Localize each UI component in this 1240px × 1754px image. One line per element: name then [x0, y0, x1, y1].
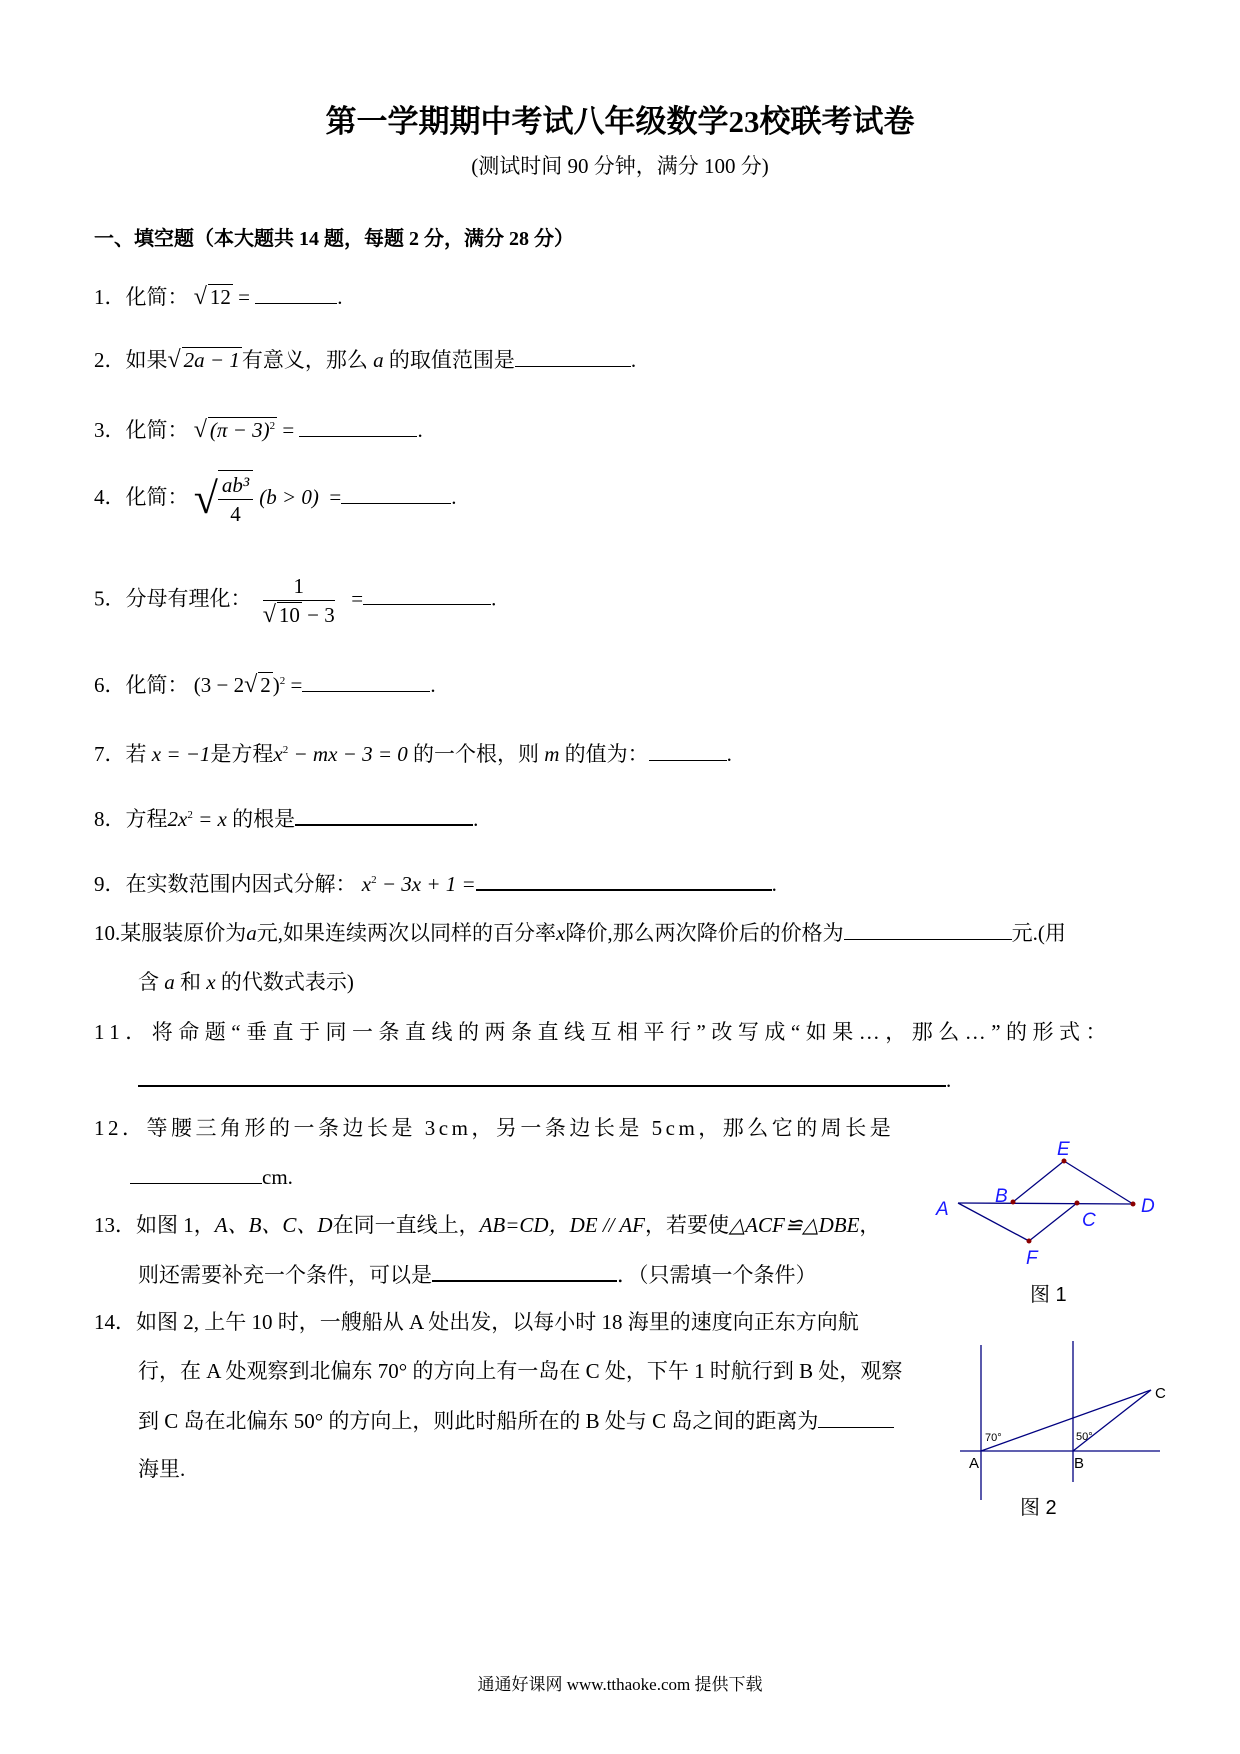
expression: )	[272, 673, 280, 697]
math: x = −1	[151, 742, 211, 766]
question-number: 5．	[94, 586, 126, 611]
angle-70-label: 70°	[985, 1432, 1002, 1444]
condition: (b > 0)	[259, 484, 319, 509]
question-number: 4．	[94, 484, 126, 509]
period: .	[491, 586, 497, 611]
equals: =	[351, 586, 364, 611]
question-number: 2．	[94, 348, 126, 372]
line-be	[1013, 1161, 1064, 1202]
question-text: 海里.	[138, 1457, 186, 1481]
question-text: 等腰三角形的一条边长是 3cm，另一条边长是 5cm，那么它的周长是	[146, 1116, 895, 1140]
question-text: ，若要使	[645, 1213, 730, 1237]
page-title: 第一学期期中考试八年级数学23校联考试卷	[325, 104, 915, 139]
question-number: 6．	[94, 673, 126, 697]
point-c	[1075, 1201, 1080, 1206]
math: − mx − 3 = 0	[288, 742, 408, 766]
period: .	[430, 673, 436, 697]
question-text: 元,如果连续两次以同样的百分率	[256, 921, 556, 945]
question-text: 如图 1，	[136, 1213, 215, 1237]
math: x	[361, 872, 372, 896]
point-d	[1131, 1202, 1136, 1207]
math: m	[544, 742, 560, 766]
equals: =	[277, 418, 295, 442]
period: .	[417, 418, 423, 442]
denominator-rest: − 3	[301, 603, 335, 627]
math: = x	[192, 807, 227, 831]
question-text: 如果	[125, 348, 168, 372]
question-text: 是方程	[210, 742, 274, 766]
period: .	[630, 348, 637, 372]
radicand: 12	[209, 285, 231, 309]
sqrt-sign: √	[193, 284, 207, 310]
period: .	[473, 807, 479, 831]
question-text: 若	[125, 742, 147, 766]
line-ac	[981, 1390, 1151, 1451]
question-text: 元.(用	[1011, 921, 1066, 945]
question-text: 降价,那么两次降价后的价格为	[565, 921, 844, 945]
equals: =	[232, 285, 251, 309]
period: .	[451, 484, 457, 509]
point-f	[1027, 1239, 1032, 1244]
question-text: 则还需要补充一个条件，可以是	[138, 1263, 432, 1287]
question-text: 将命题“垂直于同一条直线的两条直线互相平行”改写成“如果…，那么…”的形式：	[151, 1020, 1113, 1044]
question-number: 7．	[94, 742, 126, 766]
label-a: A	[969, 1455, 980, 1472]
exponent: 2	[282, 744, 289, 756]
math: a	[164, 970, 175, 994]
question-number: 3．	[94, 418, 126, 442]
question-text: 在实数范围内因式分解：	[125, 872, 357, 896]
equals: =	[285, 673, 303, 697]
question-text: 的根是	[232, 807, 296, 831]
sqrt-sign: √	[167, 347, 181, 373]
question-number: 11．	[94, 1020, 152, 1044]
question-number: 8．	[94, 807, 126, 831]
question-number: 9．	[94, 872, 126, 896]
footer-source: 通通好课网 www.tthaoke.com 提供下载	[477, 1675, 763, 1694]
equals: =	[329, 484, 342, 509]
question-text: 的值为：	[564, 742, 649, 766]
question-text: ．（只需填一个条件）	[617, 1263, 817, 1287]
label-a: A	[936, 1199, 949, 1220]
question-text: 化简：	[125, 484, 189, 509]
period: .	[726, 742, 732, 766]
math: − 3x + 1 =	[376, 872, 476, 896]
question-text: 有意义，那么	[241, 348, 368, 372]
question-number: 10.	[94, 921, 121, 945]
question-text: 的代数式表示)	[220, 970, 354, 994]
question-text: ，	[859, 1213, 881, 1237]
period: .	[946, 1068, 952, 1092]
line-fc	[1029, 1203, 1077, 1241]
angle-50-label: 50°	[1076, 1431, 1093, 1443]
label-c: C	[1082, 1210, 1096, 1231]
figure-2	[960, 1341, 1166, 1519]
unit: cm.	[262, 1165, 293, 1189]
label-f: F	[1026, 1248, 1038, 1269]
radicand: 2a − 1	[183, 348, 240, 372]
label-d: D	[1141, 1196, 1155, 1217]
exponent: 2	[269, 420, 276, 432]
sqrt-sign: √	[193, 417, 207, 443]
line-ad	[958, 1203, 1133, 1204]
numerator: 1	[263, 572, 335, 601]
label-b: B	[995, 1186, 1008, 1207]
question-text: 某服装原价为	[120, 921, 247, 945]
question-text: 化简：	[125, 418, 189, 442]
math: a	[246, 921, 257, 945]
math: △ACF≌△DBE	[729, 1213, 860, 1237]
question-text: 的一个根，则	[413, 742, 539, 766]
math: x	[556, 921, 566, 945]
question-text: 在同一直线上，	[332, 1213, 480, 1237]
sqrt-sign: √	[244, 672, 258, 698]
figure-1	[935, 1139, 1155, 1306]
period: .	[337, 285, 343, 309]
radicand: 10	[278, 603, 300, 627]
math: x	[206, 970, 216, 994]
exponent: 2	[371, 874, 377, 886]
exponent: 2	[187, 809, 193, 821]
exponent: 2	[279, 675, 286, 687]
question-text: 的取值范围是	[388, 348, 515, 372]
math: x	[273, 742, 283, 766]
question-text: 化简：	[125, 285, 189, 309]
question-text: 行，在 A 处观察到北偏东 70° 的方向上有一岛在 C 处，下午 1 时航行到 B 处，观察	[138, 1359, 903, 1383]
question-text: 分母有理化：	[125, 586, 252, 611]
label-e: E	[1057, 1139, 1070, 1160]
radicand-expr: (π − 3)	[209, 418, 270, 442]
point-b	[1011, 1200, 1016, 1205]
label-b: B	[1074, 1455, 1085, 1472]
question-text: 化简：	[125, 673, 189, 697]
question-number: 14．	[94, 1310, 136, 1334]
section-heading: 一、填空题（本大题共 14 题，每题 2 分，满分 28 分）	[94, 228, 574, 250]
period: .	[771, 872, 777, 896]
math: 2x	[167, 807, 188, 831]
numerator: ab³	[218, 471, 253, 500]
question-text: 含	[138, 970, 159, 994]
exam-subtitle: (测试时间 90 分钟，满分 100 分)	[471, 154, 769, 178]
question-number: 12．	[94, 1116, 147, 1140]
math: A、B、C、D	[214, 1213, 333, 1237]
denominator: 4	[230, 502, 241, 526]
line-af	[958, 1203, 1029, 1241]
math: AB=CD，DE // AF	[479, 1213, 646, 1237]
figure-2-caption: 图 2	[1020, 1497, 1057, 1519]
label-c: C	[1155, 1385, 1166, 1402]
variable: a	[373, 348, 384, 372]
question-text: 到 C 岛在北偏东 50° 的方向上，则此时船所在的 B 处与 C 岛之间的距离为	[138, 1409, 819, 1433]
question-text: 方程	[125, 807, 168, 831]
sqrt-sign: √	[262, 602, 276, 628]
line-ed	[1064, 1161, 1133, 1204]
radicand: 2	[260, 673, 271, 697]
question-text: 如图 2, 上午 10 时，一艘船从 A 处出发，以每小时 18 海里的速度向正东方向航	[136, 1310, 859, 1334]
question-text: 和	[180, 970, 201, 994]
question-number: 1．	[94, 285, 126, 309]
expression: (3 − 2	[193, 673, 245, 697]
question-number: 13．	[94, 1213, 136, 1237]
sqrt-sign: √	[193, 474, 218, 523]
figure-1-caption: 图 1	[1030, 1284, 1067, 1306]
